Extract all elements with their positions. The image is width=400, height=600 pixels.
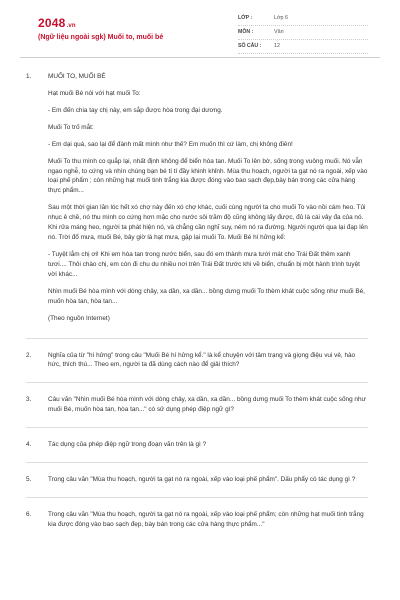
question-body	[48, 510, 368, 530]
question-item	[26, 510, 368, 530]
passage-paragraph: - Tuyệt lắm chị ơi! Khi em hòa tan trong nước biển, sau đó em thành mưa tưới mát cho Trái Đất thêm xanh tươi.... Thôi chào chị, em còn đi chu du nhiều nơi trên Trái Đất trước khi về biển, chuẩn bị một hành trình tuyệt vời khác...	[48, 250, 360, 278]
question-item	[26, 475, 368, 485]
question-text: Trong câu văn "Mùa thu hoạch, người ta gạt nó ra ngoài, xếp vào loại phế phẩm; còn những hạt muối tinh trắng kia được đóng vào bao sạch đẹp, bày bán trong các cửa hàng thực phẩm..."	[48, 511, 364, 528]
meta-row-subject	[238, 26, 368, 40]
meta-row-class	[238, 12, 368, 26]
meta-row-count	[238, 40, 368, 54]
question-body	[48, 475, 368, 485]
question-body	[48, 351, 368, 371]
site-logo[interactable]	[38, 14, 76, 33]
meta-key: SỐ CÂU :	[238, 43, 262, 50]
question-body	[48, 72, 368, 324]
header	[20, 0, 380, 58]
passage-paragraph: Hạt muối Bé nói với hạt muối To:	[48, 89, 141, 97]
questions-list	[20, 58, 380, 530]
meta-value: 12	[274, 43, 280, 50]
divider	[26, 497, 368, 498]
question-number: 3.	[26, 396, 32, 404]
divider	[26, 382, 368, 383]
meta-key: LỚP :	[238, 15, 253, 22]
question-number: 1.	[26, 73, 32, 80]
question-item	[26, 395, 368, 415]
question-body	[48, 395, 368, 415]
passage-paragraph: Sau một thời gian lăn lóc hết xó chợ này đến xó chợ khác, cuối cùng người ta cho muối To vào nồi cám heo. Tủi nhục ê chề, nó thu mình co cứng hơn mặc cho nước sôi trăm độ cũng không lấy được, đủ là cái vây đa của nó. Khi rửa máng heo, người ta phát hiện nó, và chẳng cần nghĩ suy, ném nó ra đường. Người người qua lại đạp lên nó. Trời đổ mưa, muối Bé, bây giờ là hạt mưa, gặp lại muối To. Muối Bé hí hửng kể:	[48, 204, 368, 242]
passage-title: MUỐI TO, MUỐI BÉ	[48, 73, 106, 80]
question-text: Trong câu văn "Mùa thu hoạch, người ta gạt nó ra ngoài, xếp vào loại phế phẩm". Dấu phẩy có tác dụng gì ?	[48, 476, 356, 484]
passage-source: (Theo nguồn Internet)	[48, 314, 110, 322]
question-text: Câu văn "Nhìn muối Bé hòa mình với dòng chảy, xa dần, xa dần... bồng dưng muối To thèm khát cuộc sống như muối Bé, muốn hòa tan, hòa tan..." có sử dụng phép điệp ngữ gì?	[48, 396, 366, 414]
document-meta	[238, 12, 368, 54]
question-number: 6.	[26, 511, 32, 519]
divider	[26, 427, 368, 428]
passage-paragraph: Muối To thu mình co quắp lại, nhất định không để biển hòa tan. Muối To lên bờ, sống trong vuông muối. Nó vẫn ngạo nghễ, to cứng và nhìn chúng bạn bé tí tí đầy khinh khỉnh. Mùa thu hoạch, người ta gạt nó ra ngoài, xếp vào loại phế phẩm ; còn những hạt muối tinh trắng kia được đóng vào bao sạch đẹp,bày bán trong các cửa hàng thực phẩm...	[48, 157, 368, 195]
divider	[26, 462, 368, 463]
question-text: Tác dụng của phép điệp ngữ trong đoạn văn trên là gì ?	[48, 441, 207, 449]
passage-paragraph: - Em dại quá, sao lại để đánh mất mình như thế? Em muốn thì cứ làm, chị không điên!	[48, 140, 293, 148]
question-body	[48, 440, 368, 450]
meta-value: Văn	[274, 29, 284, 36]
meta-value: Lớp 6	[274, 15, 289, 22]
question-item	[26, 351, 368, 371]
question-number: 4.	[26, 441, 32, 449]
meta-key: MÔN :	[238, 29, 254, 36]
passage-paragraph: Muối To trố mắt:	[48, 123, 94, 131]
question-item	[26, 440, 368, 450]
question-number: 5.	[26, 476, 32, 484]
question-text: Nghĩa của từ "hí hửng" trong câu "Muối Bé hí hửng kể." là kể chuyện với tâm trạng và giọng điệu vui vẻ, hào hức, thích thú... Theo em, người ta đã dùng cách nào để giải thích?	[48, 351, 356, 369]
question-item	[26, 72, 368, 324]
passage-paragraph: - Em đến chia tay chị này, em sắp được hòa trong đại dương.	[48, 106, 223, 114]
passage-paragraph: Nhìn muối Bé hòa mình với dòng chảy, xa dần, xa dần... bồng dưng muối To thèm khát cuộc sống như muối Bé, muốn hòa tan, hòa tan...	[48, 287, 365, 305]
brand-suffix: .vn	[66, 23, 76, 29]
question-number: 2.	[26, 351, 32, 359]
document-title: (Ngữ liệu ngoài sgk) Muối to, muối bé	[38, 34, 164, 41]
brand-main: 2048	[38, 16, 66, 30]
divider	[26, 338, 368, 339]
